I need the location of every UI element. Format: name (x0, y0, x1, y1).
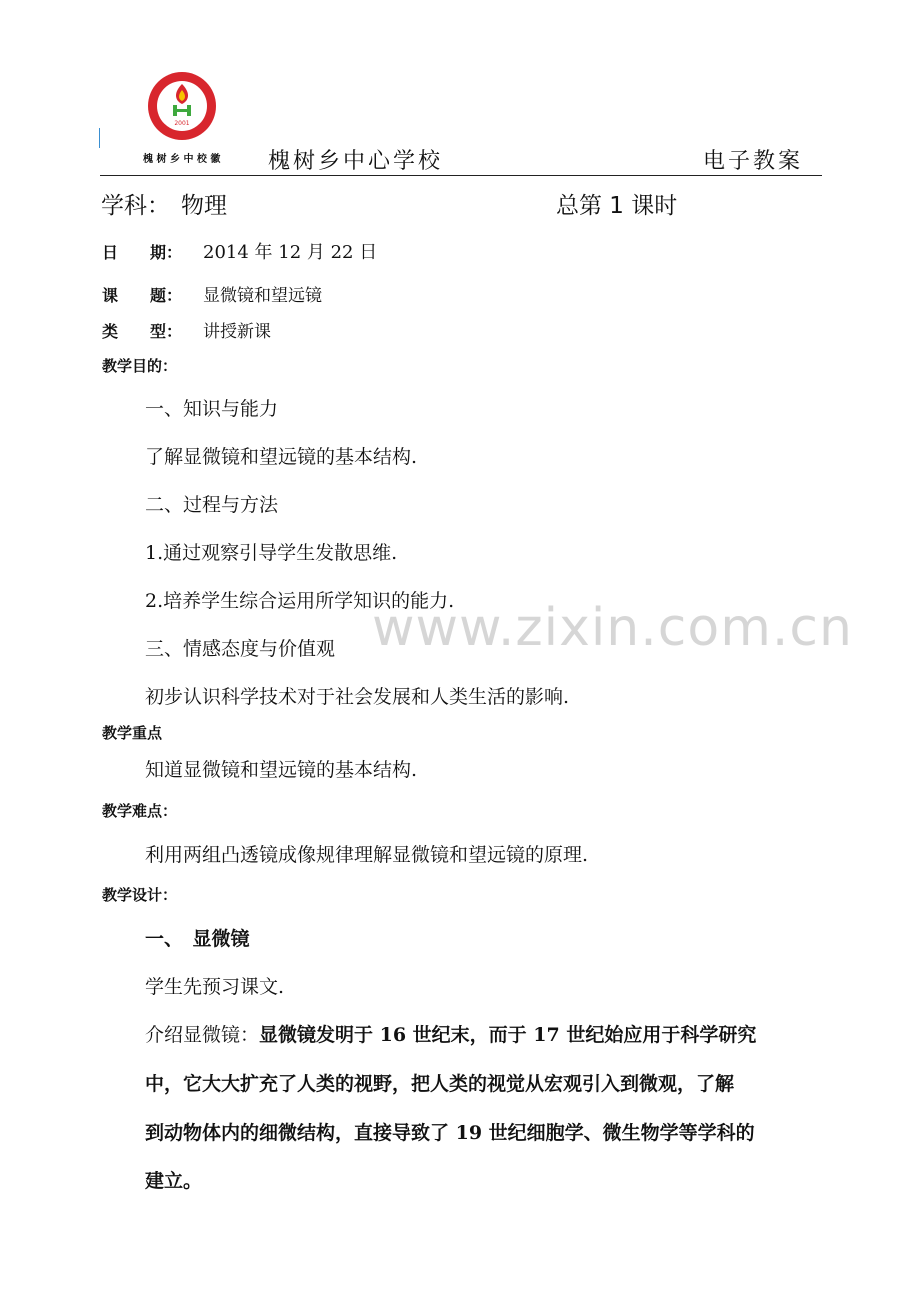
process-item-1: 1.通过观察引导学生发散思维. (145, 542, 398, 564)
type-label: 类 型： (102, 322, 183, 341)
date-value: 2014 年 12 月 22 日 (203, 242, 378, 263)
key-point-heading: 教学重点 (102, 724, 163, 742)
process-item-2: 2.培养学生综合运用所学知识的能力. (145, 590, 455, 612)
school-logo (138, 70, 226, 148)
type-value: 讲授新课 (203, 322, 271, 342)
design-heading: 教学设计： (102, 886, 178, 904)
objectives-heading: 教学目的： (102, 357, 178, 375)
logo-caption: 槐 树 乡 中 校 徽 (143, 154, 221, 165)
intro-text-1: 显微镜发明于 16 世纪末，而于 17 世纪始应用于科学研究 (259, 1024, 757, 1046)
topic-label: 课 题： (102, 286, 183, 305)
intro-line-3: 到动物体内的细微结构，直接导致了 19 世纪细胞学、微生物学等学科的 (145, 1122, 755, 1144)
knowledge-heading: 一、知识与能力 (145, 398, 279, 420)
lesson-count: 总第 1 课时 (556, 193, 678, 219)
text-cursor (99, 128, 100, 148)
logo-year: 2001 (174, 120, 190, 127)
intro-label: 介绍显微镜： (145, 1024, 260, 1046)
difficulty-text: 利用两组凸透镜成像规律理解显微镜和望远镜的原理. (145, 844, 589, 866)
subject-label: 学科： (101, 193, 170, 219)
part1-heading: 一、 显微镜 (145, 928, 250, 950)
emotion-heading: 三、情感态度与价值观 (145, 638, 336, 660)
key-point-text: 知道显微镜和望远镜的基本结构. (145, 759, 418, 781)
intro-line-4: 建立。 (145, 1170, 203, 1192)
intro-line-2: 中，它大大扩充了人类的视野，把人类的视觉从宏观引入到微观，了解 (145, 1073, 735, 1095)
emotion-text: 初步认识科学技术对于社会发展和人类生活的影响. (145, 686, 570, 708)
process-heading: 二、过程与方法 (145, 494, 279, 516)
knowledge-text: 了解显微镜和望远镜的基本结构. (145, 446, 418, 468)
header-rule (100, 175, 822, 176)
doc-type: 电子教案 (703, 149, 804, 174)
preview-text: 学生先预习课文. (145, 976, 285, 998)
school-name: 槐树乡中心学校 (268, 149, 444, 174)
watermark: www.zixin.com.cn (372, 598, 853, 658)
topic-value: 显微镜和望远镜 (203, 286, 322, 306)
date-label: 日 期： (102, 243, 183, 262)
difficulty-heading: 教学难点： (102, 802, 178, 820)
intro-line-1 (145, 1020, 756, 1047)
subject-value: 物理 (181, 193, 227, 219)
